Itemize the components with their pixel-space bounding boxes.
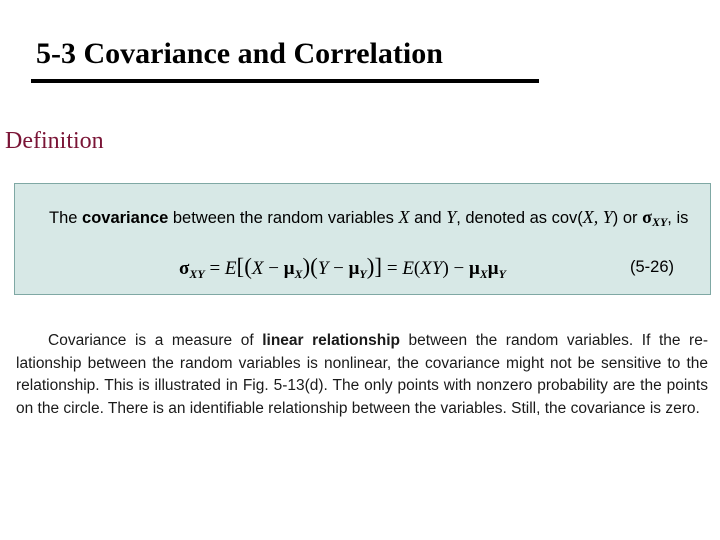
sentence-text: , denoted as cov(	[456, 209, 583, 227]
formula-minus: −	[263, 258, 284, 279]
formula-mu: μ	[468, 258, 480, 279]
formula-paren: )	[366, 254, 375, 279]
var-y: Y	[446, 207, 457, 227]
formula-equals: =	[204, 258, 225, 279]
slide-title: 5-3 Covariance and Correlation	[36, 37, 443, 70]
formula-bracket: ]	[374, 254, 383, 279]
formula-x: X	[251, 258, 264, 279]
formula-minus: −	[328, 258, 349, 279]
definition-sentence	[49, 206, 688, 233]
covariance-formula	[179, 254, 506, 287]
formula-sigma-subscript: XY	[189, 267, 205, 281]
explanation-paragraph	[16, 330, 708, 420]
sentence-text: ) or	[612, 209, 643, 227]
formula-sigma: σ	[179, 258, 190, 279]
formula-mu: μ	[348, 258, 360, 279]
sentence-text: The	[49, 209, 83, 227]
formula-equals: =	[382, 258, 403, 279]
formula-paren: )	[442, 258, 449, 279]
formula-mu-subscript: Y	[498, 267, 506, 281]
formula-mu: μ	[283, 258, 295, 279]
sigma-subscript: XY	[651, 215, 668, 229]
formula-y: Y	[317, 258, 329, 279]
formula-paren: (	[413, 258, 421, 279]
var-x: X	[398, 207, 410, 227]
sentence-text: , is	[667, 209, 689, 227]
formula-minus: −	[448, 258, 469, 279]
sentence-text: between the random variables	[168, 209, 399, 227]
formula-mu-subscript: X	[294, 267, 303, 281]
definition-box	[14, 183, 711, 295]
cov-args: X, Y	[582, 207, 613, 227]
sentence-text: and	[409, 209, 447, 227]
equation-number: (5-26)	[630, 258, 675, 276]
formula-expectation: E	[402, 258, 414, 279]
paragraph-text: Covariance is a measure of	[48, 332, 263, 349]
formula-paren: (	[244, 254, 252, 279]
paragraph-text: between the random variables. If the re-lationship between the random variables is nonlinear, the covariance might not be sensitive to the relationship. This is illustrated in Fig. 5-13(d). The only points with nonzero probability are the points on the circle. There is an identifiable relationship between the variables. Still, the covariance is zero.	[16, 332, 708, 417]
formula-paren: )	[302, 254, 311, 279]
sigma-symbol: σ	[642, 207, 652, 227]
term-linear-relationship: linear relationship	[262, 332, 400, 349]
formula-mu: μ	[487, 258, 499, 279]
formula-paren: (	[310, 254, 318, 279]
title-underline	[31, 79, 539, 83]
formula-mu-subscript: X	[479, 267, 488, 281]
formula-mu-subscript: Y	[359, 267, 367, 281]
definition-heading: Definition	[5, 128, 104, 154]
formula-expectation: E	[224, 258, 237, 279]
formula-xy: XY	[420, 258, 443, 279]
term-covariance: covariance	[82, 209, 169, 227]
formula-bracket: [	[236, 254, 245, 279]
